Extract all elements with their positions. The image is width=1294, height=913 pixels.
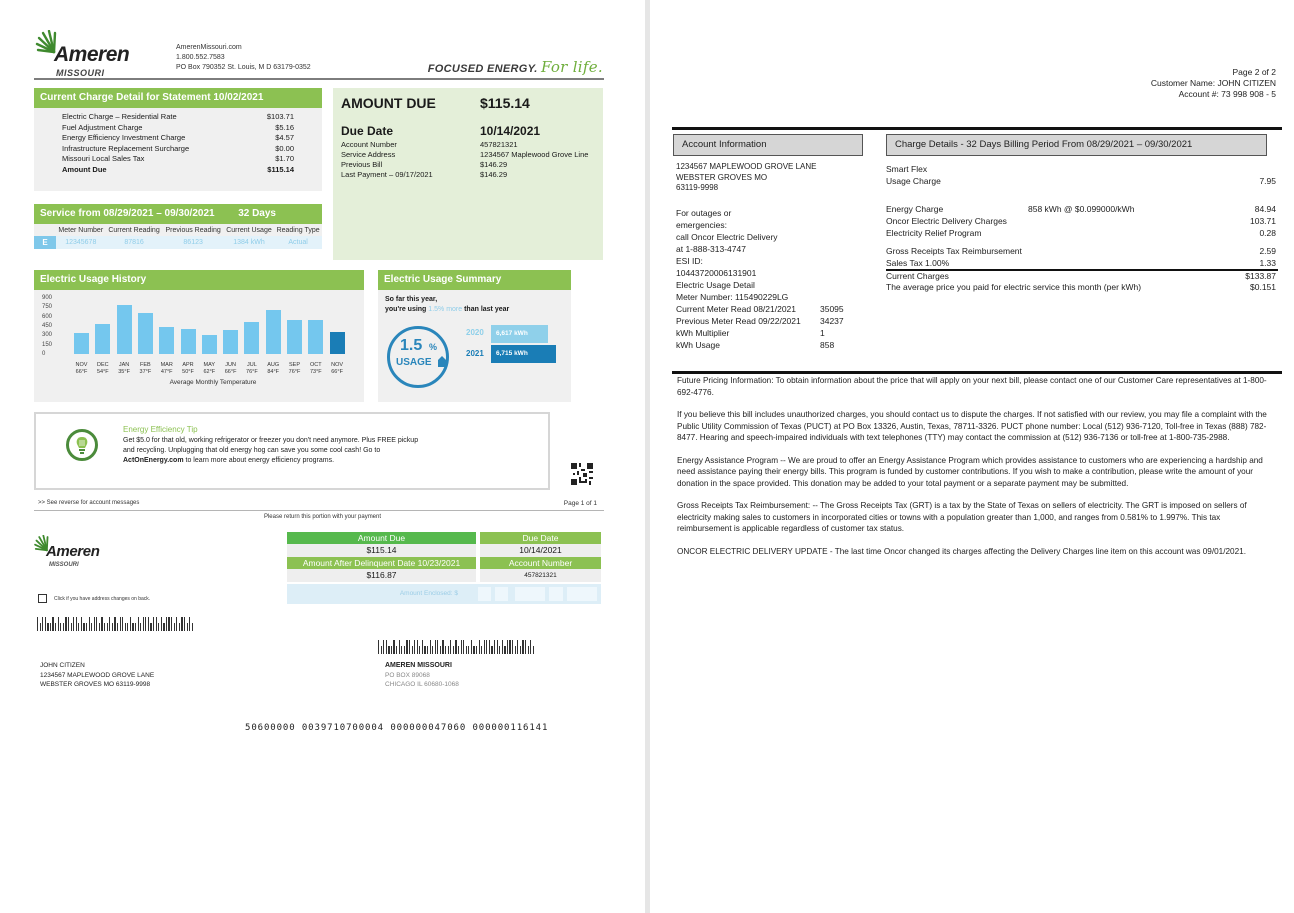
section-title: Current Charge Detail for Statement 10/02/2021 (34, 88, 322, 108)
page-meta (1151, 67, 1276, 100)
tagline: FOCUSED ENERGY. For life. (427, 58, 603, 76)
usage-bar (181, 329, 196, 354)
bill-page-1 (0, 0, 645, 913)
x-tick-label: FEB 37°F (139, 362, 152, 375)
service-days: 32 Days (238, 208, 276, 219)
account-information: 1234567 MAPLEWOOD GROVE LANE WEBSTER GROVES MO 63119-9998 For outages or emergencies: call Oncor Electric Delivery at 1-888-313-4747 ESI ID: 10443720006131901 Electric Usage Detail Meter Number: 115490229LG Current Meter Read 08/21/2021 35095 Previous Meter Read 09/22/2021 34237 kWh Multiplier 1 kWh Usage 858 (676, 162, 866, 351)
x-tick-label: NOV 66°F (75, 362, 88, 375)
due-date-label: Due Date (341, 124, 394, 138)
oncor-update-note: ONCOR ELECTRIC DELIVERY UPDATE - The last time Oncor changed its charges affecting the Delivery Charges line item on this account was 09/01/2021. (677, 546, 1246, 556)
current-charge-detail (34, 88, 322, 191)
usage-bar (74, 333, 89, 354)
usage-percent-ring: 1.5 % USAGE (387, 326, 449, 388)
usage-bar (95, 324, 110, 354)
ameren-logo-small: Ameren MISSOURI (33, 535, 113, 571)
account-number: Account #: 73 998 908 - 5 (1178, 89, 1276, 99)
qr-code-icon (571, 463, 593, 485)
year-2021-label: 2021 (466, 349, 484, 358)
usage-bar (308, 320, 323, 354)
due-date-value: 10/14/2021 (480, 124, 541, 138)
usage-bar (330, 332, 345, 354)
amount-digit-box[interactable] (549, 587, 563, 601)
stub-account-label: Account Number (480, 557, 601, 569)
meter-table (34, 224, 322, 249)
reading-row: kWh Usage 858 (676, 339, 835, 350)
col-reading-type: Reading Type (274, 224, 322, 236)
tip-link[interactable]: ActOnEnergy.com (123, 457, 184, 464)
amount-due-value: $115.14 (480, 95, 530, 111)
y-tick-label: 750 (42, 304, 53, 311)
service-address-value: 1234567 Maplewood Grove Line (480, 150, 589, 159)
amount-digit-box[interactable] (515, 587, 545, 601)
y-tick-label: 450 (42, 323, 53, 329)
remit-address: AMEREN MISSOURI PO BOX 89068 CHICAGO IL 60680-1068 (385, 662, 459, 688)
amount-digit-box[interactable] (495, 587, 508, 601)
col-current-usage: Current Usage (224, 224, 274, 236)
amount-due-panel (333, 88, 603, 260)
charge-row: Usage Charge 7.95 (886, 176, 1276, 186)
charge-row: Infrastructure Replacement Surcharge $0.00 (62, 143, 294, 153)
usage-bar (223, 330, 238, 354)
previous-bill-label: Previous Bill (341, 160, 383, 169)
usage-bar (202, 335, 217, 354)
section-title: Electric Usage History (34, 270, 364, 290)
amount-due-label: AMOUNT DUE (341, 95, 436, 111)
customer-address: JOHN CITIZEN 1234567 MAPLEWOOD GROVE LANE WEBSTER GROVES MO 63119-9998 (40, 662, 155, 688)
current-charges-row: Current Charges $133.87 (886, 270, 1276, 281)
ocr-scan-line: 50600000 0039710700004 000000047060 000000116141 (245, 723, 549, 733)
charge-row: Fuel Adjustment Charge $5.16 (62, 122, 294, 132)
stub-account-value: 457821321 (480, 569, 601, 582)
x-tick-label: MAR 47°F (160, 362, 173, 375)
y-tick-label: 150 (42, 341, 53, 348)
charge-row: Gross Receipts Tax Reimbursement 2.59 (886, 246, 1276, 256)
stub-delinquent-value: $116.87 (287, 569, 476, 582)
charge-row: Oncor Electric Delivery Charges 103.71 (886, 216, 1276, 226)
charge-row: Electricity Relief Program 0.28 (886, 228, 1276, 238)
x-tick-label: DEC 54°F (96, 362, 109, 375)
account-messages (677, 375, 1277, 568)
amount-enclosed-label: Amount Enclosed: $ (399, 590, 458, 597)
ameren-logo (34, 30, 144, 80)
payment-stub (287, 532, 601, 604)
y-tick-label: 600 (42, 313, 53, 320)
tear-line (34, 510, 604, 511)
x-tick-label: MAY 62°F (203, 362, 216, 375)
meter-number: Meter Number: 115490229LG (676, 291, 789, 302)
mailing-address: PO Box 790352 St. Louis, M D 63179-0352 (176, 64, 311, 71)
col-previous-reading: Previous Reading (163, 224, 224, 236)
customer-name: Customer Name: JOHN CITIZEN (1150, 78, 1276, 88)
service-period-label: Service from 08/29/2021 – 09/30/2021 (40, 208, 215, 219)
return-note: Please return this portion with your payment (263, 514, 382, 520)
grt-note: Gross Receipts Tax Reimbursement: -- The Gross Receipts Tax (GRT) is a tax by the State of Texas on sellers of electricity. The GRT is imposed on sellers of electricity making sales to customers in incorporated cities or towns with a population greater than 1,000, and ranges from 0.581% to 1.997%. This tax reimbursement is applicable regardless of customer tax status. (677, 501, 1247, 533)
header-divider (34, 78, 604, 80)
previous-bill-value: $146.29 (480, 160, 508, 169)
bill-page-2 (650, 0, 1294, 913)
x-tick-label: NOV 66°F (331, 362, 344, 375)
y-tick-label: 0 (42, 351, 46, 357)
x-tick-label: JUN 66°F (224, 362, 237, 375)
postal-barcode (378, 640, 534, 654)
reading-row: Previous Meter Read 09/22/2021 34237 (676, 315, 844, 326)
usage-bar (117, 305, 132, 354)
section-title: Electric Usage Summary (378, 270, 571, 290)
brand-region: MISSOURI (56, 68, 105, 78)
service-address-label: Service Address (341, 150, 396, 159)
x-tick-label: AUG 84°F (267, 362, 280, 375)
plan-name: Smart Flex (886, 164, 928, 174)
col-meter-number: Meter Number (56, 224, 106, 236)
y-tick-label: 900 (42, 295, 53, 301)
contact-block (176, 43, 311, 73)
page-number: Page 1 of 1 (563, 500, 597, 507)
reading-row: Current Meter Read 08/21/2021 35095 (676, 303, 844, 314)
account-info-header: Account Information (673, 134, 863, 156)
col-current-reading: Current Reading (106, 224, 163, 236)
stub-amount-due-value: $115.14 (287, 544, 476, 557)
stub-due-date-label: Due Date (480, 532, 601, 544)
x-tick-label: JUL 76°F (246, 362, 258, 375)
usage-bar (287, 320, 302, 354)
x-axis-title: Average Monthly Temperature (169, 379, 257, 386)
bar-chart (34, 290, 364, 402)
x-tick-label: SEP 76°F (288, 362, 301, 375)
tip-body: Get $5.0 for that old, working refrigerator or freezer you don't need anymore. Plus FREE pickup and recycling. Unplugging that old energy hog can save you some cool cash! Go to ActOnEnergy.com to learn more about energy efficiency programs. (123, 437, 419, 464)
usage-bar (244, 322, 259, 354)
x-tick-label: OCT 73°F (309, 362, 322, 375)
amount-enclosed-field[interactable] (287, 584, 601, 604)
postal-barcode (37, 617, 193, 631)
phone: 1.800.552.7583 (176, 54, 225, 61)
charge-row: Energy Charge 858 kWh @ $0.099000/kWh 84.94 (886, 204, 1276, 214)
year-2020-bar: 6,617 kWh (491, 325, 548, 343)
tip-title: Energy Efficiency Tip (123, 425, 198, 434)
amount-digit-box[interactable] (478, 587, 491, 601)
dispute-note: If you believe this bill includes unauthorized charges, you should contact us to dispute the charges. If not satisfied with our review, you may file a complaint with the Public Utility Commission of Texas (PUCT) at PO Box 13326, Austin, Texas, 78711-3326. PUCT phone number: Local (512) 936-7120, Toll-free in Texas (888) 782-8477. Hearing and speech-impaired individuals with text telephones (TTY) may contact the commission at (512) 936-7136 or toll-free at 1-800-735-2988. (677, 410, 1267, 442)
charge-row: Energy Efficiency Investment Charge $4.57 (62, 133, 294, 142)
section-divider (672, 371, 1282, 374)
usage-bar (138, 313, 153, 354)
amount-digit-box[interactable] (567, 587, 597, 601)
charge-row: Missouri Local Sales Tax $1.70 (62, 154, 294, 163)
service-period (34, 204, 322, 262)
future-pricing-note: Future Pricing Information: To obtain information about the price that will apply on your next bill, please contact one of our Customer Care representatives at 1-800-692-4776. (677, 376, 1267, 397)
lightbulb-icon (66, 429, 98, 461)
address-change-checkbox[interactable] (38, 594, 47, 603)
esi-id: 10443720006131901 (676, 267, 757, 278)
website: AmerenMissouri.com (176, 44, 242, 51)
page-number: Page 2 of 2 (1232, 67, 1276, 77)
x-tick-label: JAN 35°F (118, 362, 130, 375)
charge-row: Sales Tax 1.00% 1.33 (886, 258, 1276, 268)
house-icon (438, 360, 446, 367)
stub-delinquent-label: Amount After Delinquent Date 10/23/2021 (287, 557, 476, 569)
year-2020-label: 2020 (466, 328, 484, 337)
stub-due-date-value: 10/14/2021 (480, 544, 601, 557)
usage-bar (266, 310, 281, 354)
charge-details (886, 163, 1276, 293)
account-number-label: Account Number (341, 140, 397, 149)
energy-assistance-note: Energy Assistance Program -- We are proud to offer an Energy Assistance Program which provides assistance to customers who are experiencing a hardship and need assistance paying their energy bills. This program is funded by customer contributions. If you wish to make a contribution, please write the amount of your donation in the space provided. This donation may be added to your total payment or a separate payment may be submitted. (677, 455, 1263, 488)
average-price-row: The average price you paid for electric service this month (per kWh) $0.151 (886, 281, 1276, 292)
charge-row: Electric Charge – Residential Rate $103.71 (62, 112, 294, 121)
y-tick-label: 300 (42, 332, 53, 339)
brand-name: Ameren (54, 43, 130, 66)
charge-total-row: Amount Due $115.14 (62, 164, 294, 174)
address-change-label: Click if you have address changes on back. (54, 596, 151, 602)
year-2021-bar: 6,715 kWh (491, 345, 556, 363)
table-row: E 12345678 87816 86123 1384 kWh Actual (34, 236, 322, 249)
charge-details-header: Charge Details - 32 Days Billing Period From 08/29/2021 – 09/30/2021 (886, 134, 1267, 156)
usage-summary (378, 270, 571, 402)
last-payment-value: $146.29 (480, 170, 508, 179)
summary-lead: So far this year, you're using 1.5% more than last year (385, 296, 510, 313)
energy-efficiency-tip (34, 412, 550, 490)
service-type: E (34, 236, 56, 249)
stub-amount-due-label: Amount Due (287, 532, 476, 544)
reading-row: kWh Multiplier 1 (676, 327, 825, 338)
x-tick-label: APR 50°F (182, 362, 194, 375)
last-payment-label: Last Payment – 09/17/2021 (341, 170, 433, 179)
service-title-bar (34, 204, 322, 224)
section-divider (672, 127, 1282, 130)
account-number-value: 457821321 (480, 140, 518, 149)
reverse-note: >> See reverse for account messages (38, 500, 140, 506)
usage-history-chart (34, 270, 364, 402)
usage-bar (159, 327, 174, 354)
